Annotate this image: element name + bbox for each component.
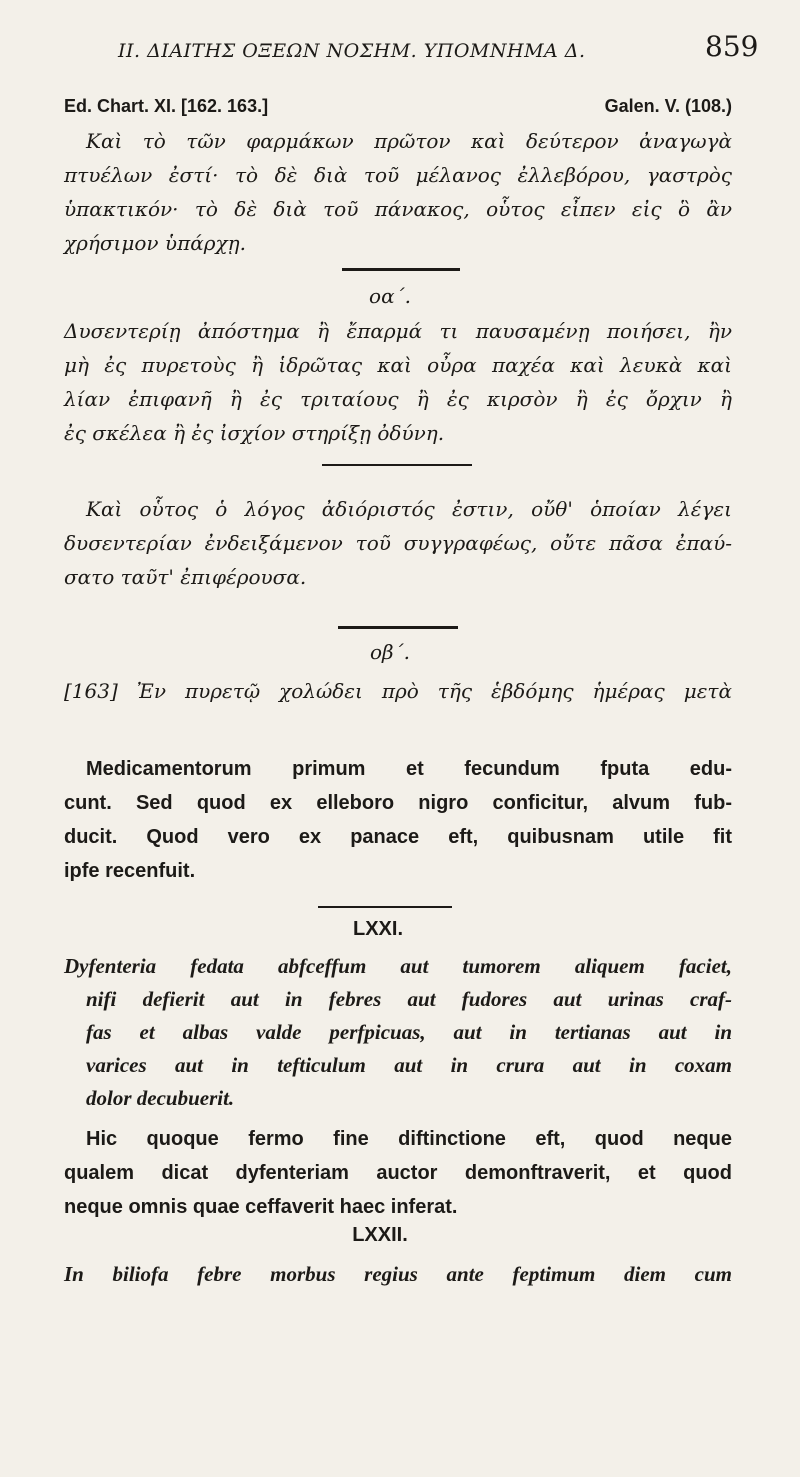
text-line: δυσεντερίαν ἐνδειξάμενον τοῦ συγγραφέως, οὔτε πᾶσα ἐπαύ- (64, 531, 732, 555)
text-line: Medicamentorum primum et fecundum fputa edu- (86, 758, 732, 780)
section-divider (318, 906, 452, 908)
text-line: ducit. Quod vero ex panace eft, quibusnam utile fit (64, 826, 732, 848)
text-line: fas et albas valde perfpicuas, aut in tertianas aut in (86, 1020, 732, 1044)
greek-paragraph-3 (64, 492, 732, 594)
edition-right: Galen. V. (108.) (604, 96, 732, 116)
text-line: varices aut in tefticulum aut in crura aut in coxam (86, 1053, 732, 1077)
section-divider (338, 626, 458, 629)
text-line: χρήσιμον ὑπάρχῃ. (64, 231, 246, 255)
text-line: In biliofa febre morbus regius ante feptimum diem cum (64, 1262, 732, 1286)
text-line: μὴ ἐς πυρετοὺς ἢ ἱδρῶτας καὶ οὖρα παχέα καὶ λευκὰ καὶ (64, 353, 732, 377)
text-line: Hic quoque fermo fine diftinctione eft, quod neque (86, 1128, 732, 1150)
greek-paragraph-2 (64, 314, 732, 450)
edition-left: Ed. Chart. XI. [162. 163.] (64, 96, 269, 116)
latin-paragraph-2 (64, 950, 732, 1115)
text-line: ὑπακτικόν· τὸ δὲ διὰ τοῦ πάνακος, οὗτος εἶπεν εἰς ὃ ἂν (64, 197, 732, 221)
latin-paragraph-3 (64, 1122, 732, 1224)
latin-paragraph-1 (64, 752, 732, 888)
text-line: ipfe recenfuit. (64, 860, 196, 882)
text-line: λίαν ἐπιφανῆ ἢ ἐς τριταίους ἢ ἐς κιρσὸν ἢ ἐς ὄρχιν ἢ (64, 387, 732, 411)
section-divider (342, 268, 460, 271)
text-line: Δυσεντερίῃ ἀπόστημα ἢ ἔπαρμά τι παυσαμένῃ ποιήσει, ἢν (64, 319, 732, 343)
text-line: πτυέλων ἐστί· τὸ δὲ διὰ τοῦ μέλανος ἐλλεβόρου, γαστρὸς (64, 163, 732, 187)
text-line: Dyfenteria fedata abfceffum aut tumorem aliquem faciet, (64, 954, 732, 978)
text-line: dolor decubuerit. (86, 1086, 235, 1110)
section-number: LXXI. (352, 918, 403, 940)
text-line: ἐς σκέλεα ἢ ἐς ἰσχίον στηρίξῃ ὀδύνη. (64, 421, 445, 445)
text-line: Καὶ οὗτος ὁ λόγος ἀδιόριστός ἐστιν, οὔθ' ὁποίαν λέγει (86, 497, 732, 521)
text-line: cunt. Sed quod ex elleboro nigro conficitur, alvum fub- (64, 792, 732, 814)
section-number: οβ΄. (370, 640, 410, 664)
text-line: neque omnis quae ceffaverit haec inferat. (64, 1196, 458, 1218)
section-number: οα΄. (369, 284, 411, 308)
running-header (118, 40, 708, 62)
text-line: nifi defierit aut in febres aut fudores aut urinas craf- (86, 987, 732, 1011)
text-line: σατο ταῦτ' ἐπιφέρουσα. (64, 565, 307, 589)
text-line: Καὶ τὸ τῶν φαρμάκων πρῶτον καὶ δεύτερον ἀναγωγὰ (86, 129, 732, 153)
page-number: 859 (705, 30, 759, 63)
section-number: LXXII. (352, 1224, 408, 1246)
section-divider (322, 464, 472, 466)
text-line: [163] Ἐν πυρετῷ χολώδει πρὸ τῆς ἑβδόμης ἡμέρας μετὰ (64, 679, 732, 703)
running-title: ΙΙ. ΔΙΑΙΤΗΣ ΟΞΕΩΝ ΝΟΣΗΜ. ΥΠΟΜΝΗΜΑ Δ. (118, 40, 586, 62)
text-line: qualem dicat dyfenteriam auctor demonftraverit, et quod (64, 1162, 732, 1184)
latin-paragraph-4 (64, 1258, 732, 1291)
greek-paragraph-1 (64, 124, 732, 260)
greek-paragraph-4 (64, 674, 732, 708)
